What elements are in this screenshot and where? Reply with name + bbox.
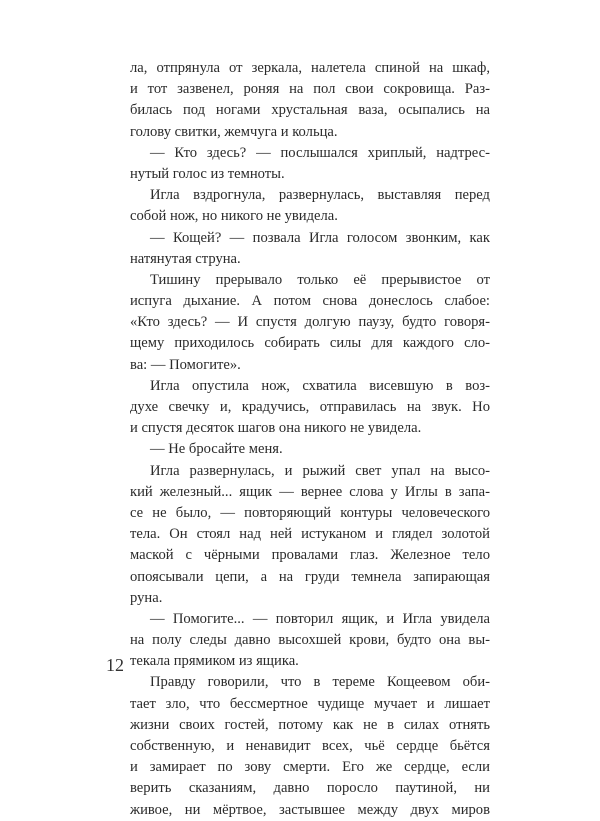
text-line: собой нож, но никого не увидела.: [130, 208, 338, 225]
paragraph: [130, 461, 490, 609]
text-line: собственную, и ненавидит всех, чьё сердце бьётся: [130, 738, 490, 754]
text-line: — Помогите... — повторил ящик, и Игла увидела: [150, 610, 490, 627]
text-line: се не было, — повторяющий контуры человеческого: [130, 504, 490, 521]
text-line: кий железный... ящик — вернее слова у Иглы в запа-: [130, 483, 490, 500]
text-line: — Не бросайте меня.: [150, 441, 283, 458]
text-line: руна.: [130, 589, 163, 606]
page-number: 12: [106, 655, 124, 675]
text-line: ва: — Помогите».: [130, 356, 241, 373]
text-line: билась под ногами хрустальная ваза, осыпались на: [130, 102, 490, 119]
text-line: щему приходилось собирать силы для каждого сло-: [130, 335, 490, 352]
paragraph: [130, 58, 490, 143]
text-line: Игла развернулась, и рыжий свет упал на высо-: [150, 462, 490, 479]
text-line: «Кто здесь? — И спустя долгую паузу, будто говоря-: [130, 314, 490, 331]
body-text: [130, 58, 490, 821]
text-line: натянутая струна.: [130, 250, 241, 267]
text-line: и тот зазвенел, роняя на пол свои сокровища. Раз-: [130, 81, 490, 98]
paragraph: [130, 185, 490, 227]
text-line: опоясывали цепи, а на груди темнела запирающая: [130, 568, 490, 585]
text-line: испуга дыхание. А потом снова донеслось слабое:: [130, 293, 490, 310]
text-line: — Кощей? — позвала Игла голосом звонким, как: [150, 229, 490, 246]
text-line: Тишину прерывало только её прерывистое от: [150, 271, 490, 288]
text-line: верить сказаниям, давно поросло паутиной, ни: [130, 780, 490, 797]
text-line: ла, отпрянула от зеркала, налетела спиной на шкаф,: [130, 60, 490, 76]
paragraph: [130, 143, 490, 185]
text-line: и замирает по зову смерти. Его же сердце, если: [130, 759, 490, 776]
text-line: и спустя десяток шагов она никого не увидела.: [130, 420, 422, 437]
paragraph: [130, 270, 490, 376]
text-line: нутый голос из темноты.: [130, 165, 285, 182]
text-line: Правду говорили, что в тереме Кощеевом оби-: [150, 674, 490, 691]
paragraph: [130, 609, 490, 673]
text-line: голову свитки, жемчуга и кольца.: [130, 123, 338, 140]
text-line: — Кто здесь? — послышался хриплый, надтрес-: [150, 144, 490, 161]
text-line: жизни своих гостей, потому как не в силах отнять: [130, 716, 490, 733]
text-line: Игла вздрогнула, развернулась, выставляя перед: [150, 187, 490, 204]
paragraph: [130, 376, 490, 440]
text-line: тает зло, что бессмертное чудище мучает и лишает: [130, 695, 490, 712]
paragraph: [130, 672, 490, 820]
text-line: живое, ни мёртвое, застывшее между двух миров: [130, 801, 490, 818]
paragraph: [130, 228, 490, 270]
text-line: текала прямиком из ящика.: [130, 653, 299, 670]
text-line: маской с чёрными провалами глаз. Железное тело: [130, 547, 490, 564]
text-line: тела. Он стоял над ней истуканом и глядел золотой: [130, 526, 490, 543]
text-line: Игла опустила нож, схватила висевшую в воз-: [150, 377, 490, 394]
text-line: духе свечку и, крадучись, отправилась на звук. Но: [130, 399, 490, 415]
text-line: на полу следы давно высохшей крови, будто она вы-: [130, 632, 490, 649]
paragraph: [130, 439, 490, 460]
